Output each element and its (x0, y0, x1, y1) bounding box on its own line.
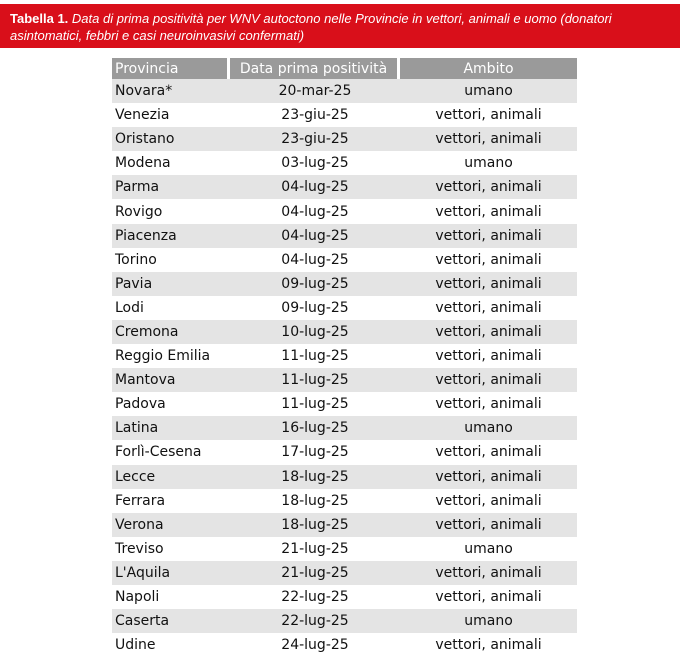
cell-ambito: vettori, animali (400, 320, 577, 344)
cell-provincia: Forlì-Cesena (112, 440, 230, 464)
cell-data: 04-lug-25 (230, 199, 400, 223)
cell-ambito: umano (400, 416, 577, 440)
cell-data: 11-lug-25 (230, 368, 400, 392)
table-row (112, 489, 577, 513)
cell-ambito: vettori, animali (400, 175, 577, 199)
cell-provincia: Rovigo (112, 199, 230, 223)
cell-ambito: vettori, animali (400, 127, 577, 151)
table-row (112, 127, 577, 151)
cell-ambito: vettori, animali (400, 561, 577, 585)
table-row (112, 344, 577, 368)
table-row (112, 513, 577, 537)
cell-provincia: Venezia (112, 103, 230, 127)
table-row (112, 585, 577, 609)
table-body (112, 79, 577, 657)
cell-ambito: umano (400, 79, 577, 103)
cell-data: 18-lug-25 (230, 465, 400, 489)
cell-data: 23-giu-25 (230, 127, 400, 151)
cell-ambito: vettori, animali (400, 440, 577, 464)
table-row (112, 561, 577, 585)
cell-ambito: vettori, animali (400, 272, 577, 296)
cell-data: 11-lug-25 (230, 344, 400, 368)
table-row (112, 151, 577, 175)
cell-provincia: Reggio Emilia (112, 344, 230, 368)
cell-provincia: Mantova (112, 368, 230, 392)
cell-data: 16-lug-25 (230, 416, 400, 440)
caption-label: Tabella 1. (10, 11, 69, 26)
cell-data: 18-lug-25 (230, 489, 400, 513)
table-row (112, 79, 577, 103)
cell-provincia: Torino (112, 248, 230, 272)
cell-data: 03-lug-25 (230, 151, 400, 175)
cell-data: 10-lug-25 (230, 320, 400, 344)
table-header-row (112, 58, 577, 79)
header-data-prima-positivita: Data prima positività (230, 58, 400, 79)
table-row (112, 392, 577, 416)
cell-provincia: Udine (112, 633, 230, 657)
table-row (112, 175, 577, 199)
cell-data: 21-lug-25 (230, 561, 400, 585)
cell-ambito: vettori, animali (400, 224, 577, 248)
cell-data: 23-giu-25 (230, 103, 400, 127)
cell-provincia: Novara* (112, 79, 230, 103)
cell-data: 04-lug-25 (230, 248, 400, 272)
cell-data: 04-lug-25 (230, 175, 400, 199)
cell-ambito: vettori, animali (400, 633, 577, 657)
cell-provincia: Modena (112, 151, 230, 175)
cell-ambito: vettori, animali (400, 344, 577, 368)
header-provincia: Provincia (112, 58, 230, 79)
cell-ambito: umano (400, 537, 577, 561)
table-caption (0, 4, 680, 48)
cell-ambito: vettori, animali (400, 513, 577, 537)
cell-ambito: vettori, animali (400, 392, 577, 416)
cell-data: 09-lug-25 (230, 272, 400, 296)
cell-ambito: vettori, animali (400, 368, 577, 392)
cell-provincia: Piacenza (112, 224, 230, 248)
cell-provincia: Treviso (112, 537, 230, 561)
table-row (112, 440, 577, 464)
cell-ambito: vettori, animali (400, 103, 577, 127)
table-row (112, 609, 577, 633)
cell-provincia: Parma (112, 175, 230, 199)
cell-ambito: vettori, animali (400, 296, 577, 320)
cell-provincia: Latina (112, 416, 230, 440)
table-row (112, 103, 577, 127)
caption-text: Data di prima positività per WNV autoctono nelle Provincie in vettori, animali e uomo (donatori asintomatici, febbri e casi neuroinvasivi confermati) (10, 11, 612, 43)
cell-provincia: L'Aquila (112, 561, 230, 585)
cell-provincia: Pavia (112, 272, 230, 296)
cell-provincia: Oristano (112, 127, 230, 151)
cell-ambito: vettori, animali (400, 248, 577, 272)
cell-data: 22-lug-25 (230, 609, 400, 633)
cell-data: 18-lug-25 (230, 513, 400, 537)
cell-data: 24-lug-25 (230, 633, 400, 657)
positivity-table (112, 58, 577, 657)
table-row (112, 416, 577, 440)
table-row (112, 368, 577, 392)
cell-ambito: vettori, animali (400, 489, 577, 513)
header-ambito: Ambito (400, 58, 577, 79)
cell-provincia: Padova (112, 392, 230, 416)
cell-ambito: umano (400, 609, 577, 633)
cell-provincia: Verona (112, 513, 230, 537)
cell-data: 04-lug-25 (230, 224, 400, 248)
cell-provincia: Lecce (112, 465, 230, 489)
cell-data: 17-lug-25 (230, 440, 400, 464)
cell-ambito: vettori, animali (400, 585, 577, 609)
cell-provincia: Cremona (112, 320, 230, 344)
cell-ambito: vettori, animali (400, 465, 577, 489)
table-row (112, 272, 577, 296)
cell-provincia: Caserta (112, 609, 230, 633)
table-row (112, 633, 577, 657)
cell-provincia: Napoli (112, 585, 230, 609)
table-row (112, 199, 577, 223)
cell-data: 09-lug-25 (230, 296, 400, 320)
cell-ambito: vettori, animali (400, 199, 577, 223)
cell-provincia: Lodi (112, 296, 230, 320)
cell-data: 20-mar-25 (230, 79, 400, 103)
cell-ambito: umano (400, 151, 577, 175)
table-row (112, 537, 577, 561)
cell-data: 11-lug-25 (230, 392, 400, 416)
table-row (112, 296, 577, 320)
table-row (112, 465, 577, 489)
cell-provincia: Ferrara (112, 489, 230, 513)
cell-data: 22-lug-25 (230, 585, 400, 609)
table-row (112, 248, 577, 272)
table-row (112, 320, 577, 344)
cell-data: 21-lug-25 (230, 537, 400, 561)
table-row (112, 224, 577, 248)
